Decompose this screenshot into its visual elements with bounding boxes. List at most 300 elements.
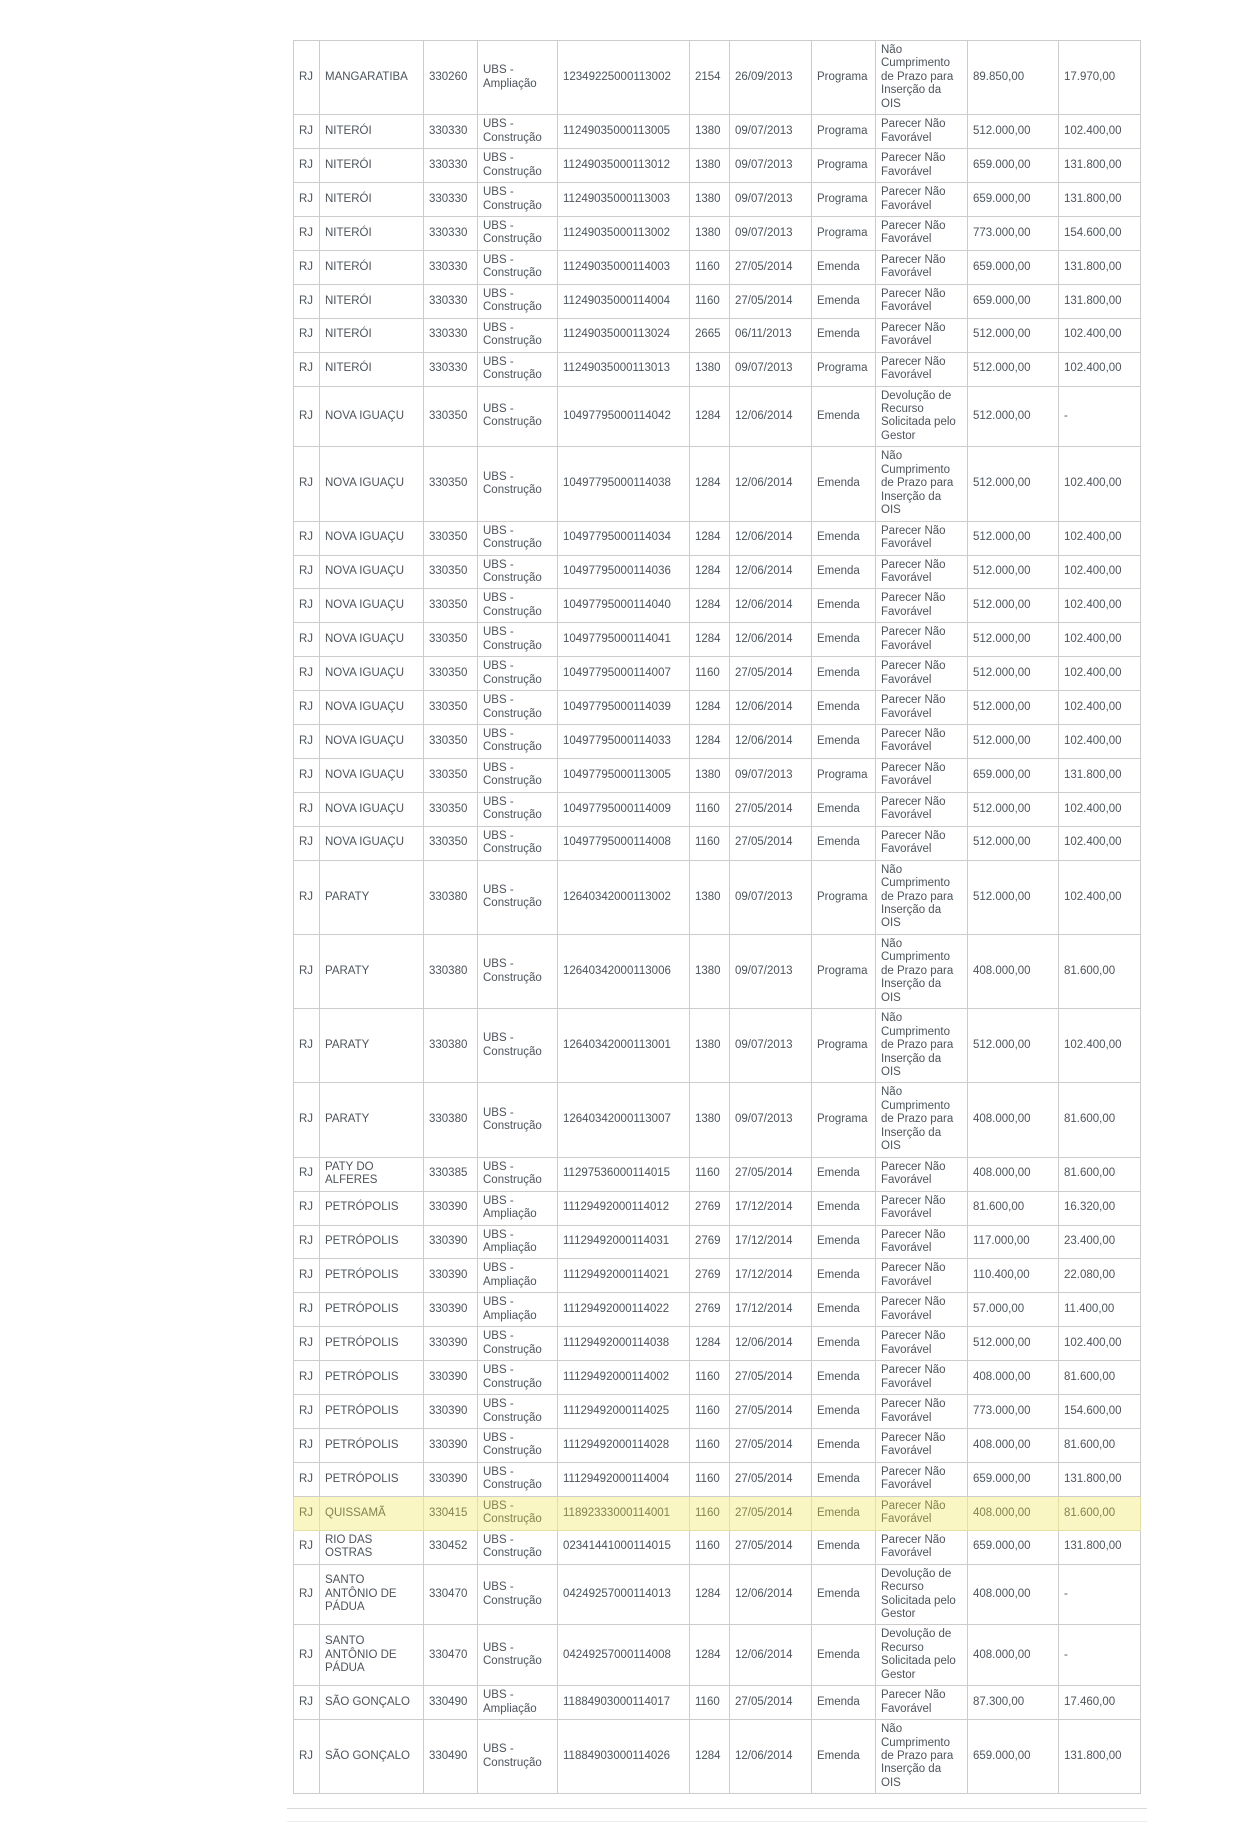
cell-code: 330380 <box>424 934 478 1008</box>
cell-number: 1284 <box>690 386 730 447</box>
cell-state: RJ <box>294 1428 320 1462</box>
table-row <box>294 589 1141 623</box>
table-row <box>294 1083 1141 1157</box>
cell-value-main: 512.000,00 <box>968 725 1059 759</box>
cell-date: 17/12/2014 <box>730 1225 812 1259</box>
cell-value-secondary: 102.400,00 <box>1059 860 1141 934</box>
cell-value-secondary: 17.970,00 <box>1059 41 1141 115</box>
table-row <box>294 657 1141 691</box>
cell-code: 330490 <box>424 1720 478 1794</box>
cell-type: UBS - Construção <box>478 1395 558 1429</box>
cell-state: RJ <box>294 1293 320 1327</box>
cell-state: RJ <box>294 792 320 826</box>
cell-source: Programa <box>812 352 876 386</box>
cell-status: Devolução de Recurso Solicitada pelo Gestor <box>876 386 968 447</box>
cell-value-main: 659.000,00 <box>968 250 1059 284</box>
cell-proposal-number: 11129492000114028 <box>558 1428 690 1462</box>
cell-number: 2769 <box>690 1225 730 1259</box>
cell-number: 1160 <box>690 657 730 691</box>
cell-value-main: 512.000,00 <box>968 447 1059 521</box>
cell-date: 12/06/2014 <box>730 386 812 447</box>
cell-type: UBS - Construção <box>478 386 558 447</box>
cell-municipality: NOVA IGUAÇU <box>320 386 424 447</box>
cell-state: RJ <box>294 521 320 555</box>
cell-municipality: MANGARATIBA <box>320 41 424 115</box>
cell-code: 330330 <box>424 149 478 183</box>
cell-value-main: 512.000,00 <box>968 318 1059 352</box>
cell-code: 330390 <box>424 1225 478 1259</box>
cell-code: 330330 <box>424 318 478 352</box>
cell-municipality: NITERÓI <box>320 149 424 183</box>
cell-type: UBS - Construção <box>478 216 558 250</box>
cell-proposal-number: 04249257000114008 <box>558 1625 690 1686</box>
table-row <box>294 555 1141 589</box>
cell-proposal-number: 12349225000113002 <box>558 41 690 115</box>
cell-value-main: 408.000,00 <box>968 1361 1059 1395</box>
cell-value-secondary: 102.400,00 <box>1059 657 1141 691</box>
cell-value-secondary: 131.800,00 <box>1059 1720 1141 1794</box>
cell-status: Não Cumprimento de Prazo para Inserção da OIS <box>876 1083 968 1157</box>
cell-municipality: PETRÓPOLIS <box>320 1395 424 1429</box>
cell-state: RJ <box>294 1564 320 1625</box>
cell-proposal-number: 12640342000113007 <box>558 1083 690 1157</box>
cell-source: Emenda <box>812 1157 876 1191</box>
cell-source: Emenda <box>812 1225 876 1259</box>
cell-date: 09/07/2013 <box>730 115 812 149</box>
cell-number: 1284 <box>690 725 730 759</box>
cell-type: UBS - Construção <box>478 691 558 725</box>
cell-state: RJ <box>294 1686 320 1720</box>
cell-code: 330452 <box>424 1530 478 1564</box>
cell-date: 27/05/2014 <box>730 1157 812 1191</box>
cell-municipality: PETRÓPOLIS <box>320 1361 424 1395</box>
cell-municipality: PETRÓPOLIS <box>320 1225 424 1259</box>
cell-status: Não Cumprimento de Prazo para Inserção da OIS <box>876 41 968 115</box>
cell-value-secondary: 102.400,00 <box>1059 691 1141 725</box>
cell-status: Parecer Não Favorável <box>876 758 968 792</box>
cell-state: RJ <box>294 1009 320 1083</box>
cell-status: Parecer Não Favorável <box>876 250 968 284</box>
table-row <box>294 1009 1141 1083</box>
cell-type: UBS - Construção <box>478 1530 558 1564</box>
cell-value-main: 773.000,00 <box>968 216 1059 250</box>
table-row <box>294 1564 1141 1625</box>
cell-number: 1380 <box>690 1083 730 1157</box>
cell-status: Parecer Não Favorável <box>876 792 968 826</box>
cell-type: UBS - Ampliação <box>478 1191 558 1225</box>
cell-date: 12/06/2014 <box>730 555 812 589</box>
cell-municipality: NITERÓI <box>320 216 424 250</box>
cell-source: Programa <box>812 149 876 183</box>
cell-code: 330350 <box>424 657 478 691</box>
cell-municipality: PARATY <box>320 860 424 934</box>
cell-proposal-number: 11249035000113013 <box>558 352 690 386</box>
cell-value-secondary: 23.400,00 <box>1059 1225 1141 1259</box>
cell-type: UBS - Construção <box>478 250 558 284</box>
cell-type: UBS - Construção <box>478 183 558 217</box>
cell-value-secondary: 131.800,00 <box>1059 1530 1141 1564</box>
cell-state: RJ <box>294 284 320 318</box>
cell-value-main: 659.000,00 <box>968 149 1059 183</box>
cell-state: RJ <box>294 860 320 934</box>
cell-value-secondary: 131.800,00 <box>1059 284 1141 318</box>
cell-municipality: NOVA IGUAÇU <box>320 826 424 860</box>
cell-value-main: 512.000,00 <box>968 1009 1059 1083</box>
cell-state: RJ <box>294 691 320 725</box>
cell-value-main: 659.000,00 <box>968 1720 1059 1794</box>
cell-number: 1284 <box>690 623 730 657</box>
cell-status: Parecer Não Favorável <box>876 149 968 183</box>
table-row <box>294 318 1141 352</box>
cell-code: 330390 <box>424 1395 478 1429</box>
cell-date: 09/07/2013 <box>730 216 812 250</box>
cell-state: RJ <box>294 115 320 149</box>
cell-proposal-number: 10497795000114038 <box>558 447 690 521</box>
cell-value-secondary: 102.400,00 <box>1059 725 1141 759</box>
cell-state: RJ <box>294 1625 320 1686</box>
cell-source: Emenda <box>812 1462 876 1496</box>
cell-proposal-number: 10497795000114036 <box>558 555 690 589</box>
cell-type: UBS - Construção <box>478 1462 558 1496</box>
cell-value-secondary: 81.600,00 <box>1059 1361 1141 1395</box>
cell-status: Parecer Não Favorável <box>876 1259 968 1293</box>
cell-status: Não Cumprimento de Prazo para Inserção da OIS <box>876 934 968 1008</box>
cell-number: 2769 <box>690 1293 730 1327</box>
table-row <box>294 792 1141 826</box>
cell-municipality: PETRÓPOLIS <box>320 1428 424 1462</box>
cell-code: 330350 <box>424 521 478 555</box>
cell-state: RJ <box>294 1720 320 1794</box>
cell-state: RJ <box>294 1530 320 1564</box>
cell-status: Não Cumprimento de Prazo para Inserção da OIS <box>876 860 968 934</box>
cell-value-secondary: 102.400,00 <box>1059 1327 1141 1361</box>
cell-state: RJ <box>294 216 320 250</box>
cell-proposal-number: 11297536000114015 <box>558 1157 690 1191</box>
cell-date: 06/11/2013 <box>730 318 812 352</box>
cell-source: Emenda <box>812 250 876 284</box>
cell-value-secondary: - <box>1059 1564 1141 1625</box>
cell-value-main: 512.000,00 <box>968 792 1059 826</box>
cell-status: Parecer Não Favorável <box>876 1191 968 1225</box>
cell-status: Parecer Não Favorável <box>876 1462 968 1496</box>
cell-value-secondary: 102.400,00 <box>1059 555 1141 589</box>
cell-municipality: SANTO ANTÔNIO DE PÁDUA <box>320 1625 424 1686</box>
cell-municipality: PETRÓPOLIS <box>320 1327 424 1361</box>
cell-number: 1160 <box>690 1530 730 1564</box>
cell-number: 1284 <box>690 1327 730 1361</box>
cell-number: 1160 <box>690 1395 730 1429</box>
cell-number: 1380 <box>690 115 730 149</box>
cell-status: Parecer Não Favorável <box>876 352 968 386</box>
cell-municipality: NOVA IGUAÇU <box>320 758 424 792</box>
cell-source: Emenda <box>812 447 876 521</box>
cell-state: RJ <box>294 1462 320 1496</box>
cell-code: 330415 <box>424 1496 478 1530</box>
cell-municipality: PARATY <box>320 1009 424 1083</box>
cell-value-secondary: 81.600,00 <box>1059 1496 1141 1530</box>
cell-type: UBS - Construção <box>478 657 558 691</box>
cell-municipality: PETRÓPOLIS <box>320 1191 424 1225</box>
cell-number: 1284 <box>690 521 730 555</box>
table-row <box>294 860 1141 934</box>
cell-value-main: 408.000,00 <box>968 1157 1059 1191</box>
cell-code: 330330 <box>424 183 478 217</box>
cell-source: Programa <box>812 115 876 149</box>
cell-source: Programa <box>812 1009 876 1083</box>
cell-state: RJ <box>294 1395 320 1429</box>
cell-proposal-number: 11129492000114025 <box>558 1395 690 1429</box>
cell-state: RJ <box>294 149 320 183</box>
cell-proposal-number: 10497795000114041 <box>558 623 690 657</box>
cell-value-secondary: 81.600,00 <box>1059 1157 1141 1191</box>
cell-state: RJ <box>294 1327 320 1361</box>
cell-code: 330350 <box>424 447 478 521</box>
cell-municipality: PETRÓPOLIS <box>320 1293 424 1327</box>
cell-value-secondary: 154.600,00 <box>1059 216 1141 250</box>
cell-source: Programa <box>812 758 876 792</box>
cell-source: Emenda <box>812 1293 876 1327</box>
cell-status: Não Cumprimento de Prazo para Inserção da OIS <box>876 447 968 521</box>
table-row <box>294 934 1141 1008</box>
cell-source: Emenda <box>812 1564 876 1625</box>
cell-proposal-number: 11249035000113024 <box>558 318 690 352</box>
cell-value-main: 512.000,00 <box>968 386 1059 447</box>
cell-source: Emenda <box>812 1395 876 1429</box>
table-row <box>294 691 1141 725</box>
cell-proposal-number: 10497795000114039 <box>558 691 690 725</box>
cell-date: 27/05/2014 <box>730 250 812 284</box>
cell-proposal-number: 11249035000114004 <box>558 284 690 318</box>
cell-date: 12/06/2014 <box>730 1564 812 1625</box>
cell-code: 330350 <box>424 792 478 826</box>
cell-status: Parecer Não Favorável <box>876 1225 968 1259</box>
cell-status: Parecer Não Favorável <box>876 691 968 725</box>
cell-status: Parecer Não Favorável <box>876 318 968 352</box>
cell-value-main: 659.000,00 <box>968 1462 1059 1496</box>
cell-proposal-number: 11129492000114022 <box>558 1293 690 1327</box>
cell-date: 17/12/2014 <box>730 1259 812 1293</box>
cell-date: 09/07/2013 <box>730 934 812 1008</box>
cell-date: 09/07/2013 <box>730 758 812 792</box>
cell-status: Parecer Não Favorável <box>876 115 968 149</box>
proposals-table <box>293 40 1141 1794</box>
cell-source: Emenda <box>812 1428 876 1462</box>
cell-type: UBS - Construção <box>478 1428 558 1462</box>
cell-number: 1380 <box>690 1009 730 1083</box>
cell-value-main: 659.000,00 <box>968 183 1059 217</box>
cell-type: UBS - Construção <box>478 792 558 826</box>
cell-value-secondary: 154.600,00 <box>1059 1395 1141 1429</box>
cell-number: 1160 <box>690 826 730 860</box>
cell-date: 27/05/2014 <box>730 1496 812 1530</box>
cell-value-secondary: - <box>1059 386 1141 447</box>
cell-date: 09/07/2013 <box>730 1083 812 1157</box>
cell-code: 330350 <box>424 758 478 792</box>
cell-source: Programa <box>812 41 876 115</box>
cell-value-secondary: 102.400,00 <box>1059 623 1141 657</box>
cell-code: 330390 <box>424 1462 478 1496</box>
cell-number: 1284 <box>690 691 730 725</box>
cell-status: Parecer Não Favorável <box>876 284 968 318</box>
cell-number: 1160 <box>690 284 730 318</box>
cell-value-main: 512.000,00 <box>968 352 1059 386</box>
cell-municipality: NITERÓI <box>320 284 424 318</box>
cell-status: Parecer Não Favorável <box>876 725 968 759</box>
cell-state: RJ <box>294 758 320 792</box>
table-row <box>294 826 1141 860</box>
cell-municipality: RIO DAS OSTRAS <box>320 1530 424 1564</box>
cell-municipality: NOVA IGUAÇU <box>320 725 424 759</box>
cell-number: 1160 <box>690 1686 730 1720</box>
cell-source: Emenda <box>812 826 876 860</box>
cell-municipality: NOVA IGUAÇU <box>320 555 424 589</box>
cell-number: 2769 <box>690 1259 730 1293</box>
cell-value-secondary: 102.400,00 <box>1059 826 1141 860</box>
cell-date: 27/05/2014 <box>730 792 812 826</box>
cell-date: 27/05/2014 <box>730 1462 812 1496</box>
cell-municipality: SANTO ANTÔNIO DE PÁDUA <box>320 1564 424 1625</box>
cell-status: Parecer Não Favorável <box>876 1361 968 1395</box>
cell-state: RJ <box>294 386 320 447</box>
cell-source: Emenda <box>812 792 876 826</box>
cell-proposal-number: 02341441000114015 <box>558 1530 690 1564</box>
cell-value-secondary: 102.400,00 <box>1059 318 1141 352</box>
cell-date: 17/12/2014 <box>730 1293 812 1327</box>
cell-date: 26/09/2013 <box>730 41 812 115</box>
cell-source: Emenda <box>812 657 876 691</box>
cell-code: 330380 <box>424 860 478 934</box>
cell-source: Emenda <box>812 386 876 447</box>
cell-date: 12/06/2014 <box>730 1625 812 1686</box>
cell-state: RJ <box>294 183 320 217</box>
cell-number: 2665 <box>690 318 730 352</box>
cell-code: 330390 <box>424 1428 478 1462</box>
cell-code: 330330 <box>424 115 478 149</box>
cell-value-secondary: 131.800,00 <box>1059 183 1141 217</box>
cell-municipality: QUISSAMÃ <box>320 1496 424 1530</box>
cell-state: RJ <box>294 352 320 386</box>
cell-number: 1284 <box>690 555 730 589</box>
cell-code: 330490 <box>424 1686 478 1720</box>
table-row <box>294 1225 1141 1259</box>
cell-code: 330350 <box>424 725 478 759</box>
cell-value-main: 408.000,00 <box>968 1083 1059 1157</box>
table-row <box>294 183 1141 217</box>
cell-value-main: 512.000,00 <box>968 1327 1059 1361</box>
cell-value-main: 659.000,00 <box>968 1530 1059 1564</box>
table-row-highlighted <box>294 1496 1141 1530</box>
cell-type: UBS - Construção <box>478 934 558 1008</box>
cell-municipality: NITERÓI <box>320 115 424 149</box>
cell-proposal-number: 04249257000114013 <box>558 1564 690 1625</box>
cell-value-main: 512.000,00 <box>968 115 1059 149</box>
cell-proposal-number: 11249035000113005 <box>558 115 690 149</box>
cell-source: Emenda <box>812 691 876 725</box>
cell-source: Emenda <box>812 1530 876 1564</box>
cell-type: UBS - Construção <box>478 149 558 183</box>
cell-proposal-number: 11129492000114021 <box>558 1259 690 1293</box>
cell-source: Emenda <box>812 1361 876 1395</box>
cell-value-secondary: 102.400,00 <box>1059 792 1141 826</box>
table-row <box>294 1462 1141 1496</box>
cell-proposal-number: 10497795000114034 <box>558 521 690 555</box>
cell-proposal-number: 11884903000114017 <box>558 1686 690 1720</box>
cell-value-secondary: 102.400,00 <box>1059 521 1141 555</box>
cell-number: 1160 <box>690 792 730 826</box>
cell-source: Emenda <box>812 521 876 555</box>
cell-number: 1160 <box>690 1157 730 1191</box>
cell-value-secondary: 102.400,00 <box>1059 589 1141 623</box>
cell-municipality: NOVA IGUAÇU <box>320 623 424 657</box>
table-row <box>294 1395 1141 1429</box>
cell-proposal-number: 11129492000114012 <box>558 1191 690 1225</box>
cell-number: 1160 <box>690 1462 730 1496</box>
cell-code: 330350 <box>424 623 478 657</box>
cell-municipality: SÃO GONÇALO <box>320 1686 424 1720</box>
cell-value-main: 110.400,00 <box>968 1259 1059 1293</box>
cell-proposal-number: 11884903000114026 <box>558 1720 690 1794</box>
cell-value-main: 512.000,00 <box>968 860 1059 934</box>
cell-date: 09/07/2013 <box>730 1009 812 1083</box>
cell-code: 330390 <box>424 1361 478 1395</box>
cell-source: Emenda <box>812 1191 876 1225</box>
cell-source: Programa <box>812 934 876 1008</box>
cell-code: 330380 <box>424 1009 478 1083</box>
cell-number: 1380 <box>690 352 730 386</box>
cell-proposal-number: 10497795000114042 <box>558 386 690 447</box>
cell-number: 2769 <box>690 1191 730 1225</box>
cell-code: 330390 <box>424 1259 478 1293</box>
cell-code: 330350 <box>424 386 478 447</box>
cell-value-secondary: 131.800,00 <box>1059 1462 1141 1496</box>
cell-municipality: PATY DO ALFERES <box>320 1157 424 1191</box>
cell-value-main: 512.000,00 <box>968 826 1059 860</box>
cell-status: Parecer Não Favorável <box>876 216 968 250</box>
cell-date: 27/05/2014 <box>730 284 812 318</box>
cell-state: RJ <box>294 555 320 589</box>
cell-date: 27/05/2014 <box>730 1686 812 1720</box>
cell-state: RJ <box>294 1259 320 1293</box>
cell-type: UBS - Construção <box>478 1327 558 1361</box>
cell-type: UBS - Ampliação <box>478 41 558 115</box>
cell-municipality: PARATY <box>320 1083 424 1157</box>
table-row <box>294 1530 1141 1564</box>
cell-code: 330350 <box>424 691 478 725</box>
cell-type: UBS - Ampliação <box>478 1259 558 1293</box>
cell-source: Emenda <box>812 1686 876 1720</box>
cell-type: UBS - Construção <box>478 1361 558 1395</box>
cell-value-main: 89.850,00 <box>968 41 1059 115</box>
cell-type: UBS - Construção <box>478 725 558 759</box>
cell-proposal-number: 10497795000113005 <box>558 758 690 792</box>
cell-type: UBS - Construção <box>478 826 558 860</box>
table-row <box>294 1293 1141 1327</box>
table-row <box>294 1191 1141 1225</box>
cell-status: Parecer Não Favorável <box>876 1530 968 1564</box>
table-row <box>294 41 1141 115</box>
cell-type: UBS - Construção <box>478 521 558 555</box>
table-row <box>294 386 1141 447</box>
cell-value-secondary: 81.600,00 <box>1059 1083 1141 1157</box>
cell-date: 12/06/2014 <box>730 589 812 623</box>
cell-state: RJ <box>294 318 320 352</box>
table-row <box>294 725 1141 759</box>
cell-value-secondary: 16.320,00 <box>1059 1191 1141 1225</box>
cell-number: 1160 <box>690 1428 730 1462</box>
cell-state: RJ <box>294 623 320 657</box>
proposals-table-body <box>294 41 1141 1794</box>
cell-number: 1380 <box>690 149 730 183</box>
